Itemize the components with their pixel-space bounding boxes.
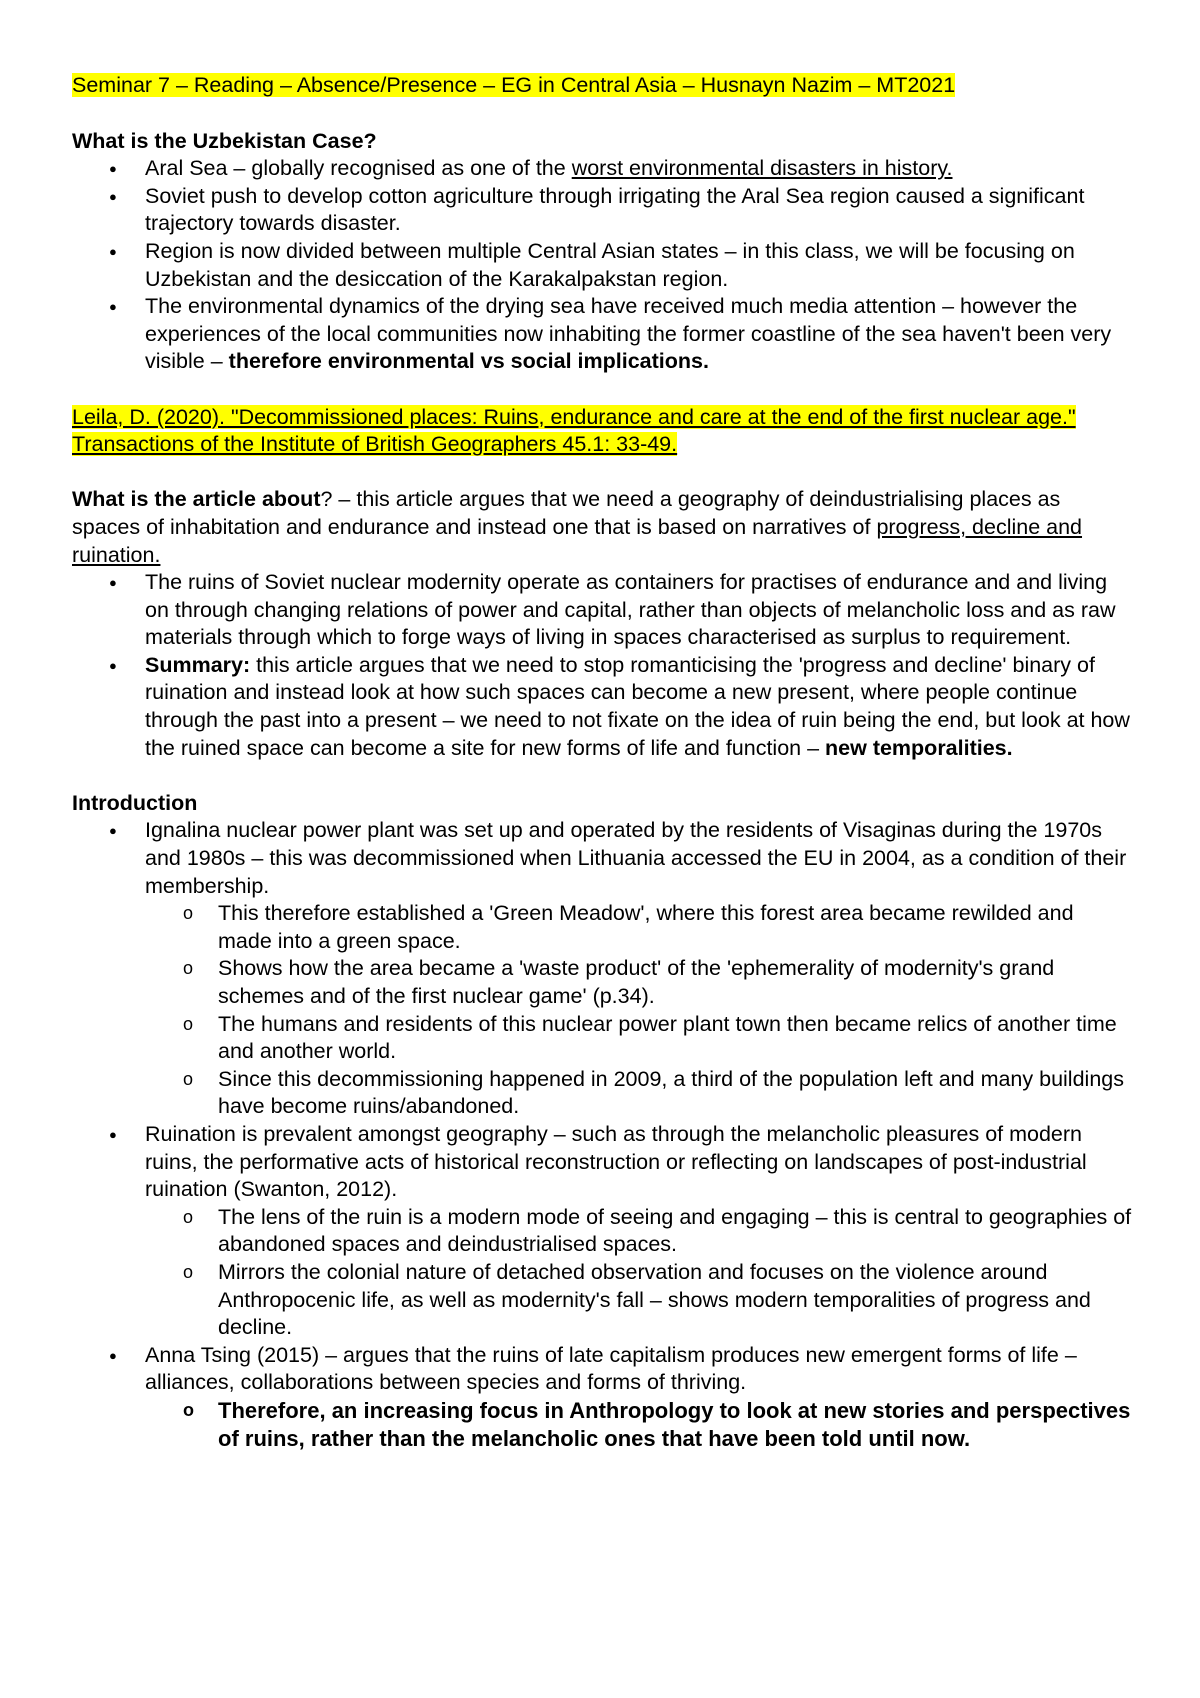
sub-list: [145, 1397, 1132, 1452]
uzbekistan-bullets: [72, 155, 1132, 376]
list-item: ● Soviet push to develop cotton agriculture through irrigating the Aral Sea region caused a significant trajectory towards disaster.: [72, 183, 1132, 238]
introduction-bullets: [72, 817, 1132, 1452]
article-bullets: [72, 569, 1132, 762]
sub-list-item: o This therefore established a 'Green Meadow', where this forest area became rewilded and made into a green space.: [72, 900, 1132, 955]
sub-list-item: o Since this decommissioning happened in 2009, a third of the population left and many buildings have become ruins/abandoned.: [72, 1066, 1132, 1121]
bold-text: therefore environmental vs social implications.: [228, 349, 709, 374]
article-summary-intro: What is the article about? – this article argues that we need a geography of deindustrialising places as spaces of inhabitation and endurance and instead one that is based on narratives of progress, decline and ruination.: [72, 487, 1083, 567]
sub-list-item: o Shows how the area became a 'waste product' of the 'ephemerality of modernity's grand schemes and of the first nuclear game' (p.34).: [72, 955, 1132, 1010]
section-heading-article: What is the article about: [72, 487, 321, 512]
sub-list-item: o The lens of the ruin is a modern mode of seeing and engaging – this is central to geographies of abandoned spaces and deindustrialised spaces.: [72, 1204, 1132, 1259]
list-item: ● The ruins of Soviet nuclear modernity operate as containers for practises of endurance and and living on through changing relations of power and capital, rather than objects of melancholic loss and as raw materials through which to forge ways of living in spaces characterised as surplus to requirement.: [72, 569, 1132, 652]
list-item: ● Anna Tsing (2015) – argues that the ruins of late capitalism produces new emergent forms of life – alliances, collaborations between species and forms of thriving. o Therefore, an increasing focus in Anthropology to look at new stories and perspectives of ruins, rather than the melancholic ones that have been told until now.: [72, 1342, 1132, 1452]
sub-list-item: o Therefore, an increasing focus in Anthropology to look at new stories and perspectives of ruins, rather than the melancholic ones that have been told until now.: [72, 1397, 1132, 1452]
title-highlight: Seminar 7 – Reading – Absence/Presence – EG in Central Asia – Husnayn Nazim – MT2021: [72, 73, 956, 97]
list-item: ● Region is now divided between multiple Central Asian states – in this class, we will be focusing on Uzbekistan and the desiccation of the Karakalpakstan region.: [72, 238, 1132, 293]
section-heading-introduction: Introduction: [72, 790, 198, 815]
sub-list-item: o The humans and residents of this nuclear power plant town then became relics of another time and another world.: [72, 1011, 1132, 1066]
underlined-text: progress, decline and ruination.: [72, 514, 1083, 567]
sub-list: [145, 1204, 1132, 1342]
list-item: ● Aral Sea – globally recognised as one of the worst environmental disasters in history.: [72, 155, 1132, 183]
document-page: [72, 72, 1132, 1452]
document-title: [72, 72, 1132, 100]
underlined-text: worst environmental disasters in history.: [571, 156, 953, 181]
sub-list: [145, 900, 1132, 1121]
list-item: ● Ruination is prevalent amongst geography – such as through the melancholic pleasures of modern ruins, the performative acts of historical reconstruction or reflecting on landscapes of post-industrial ruination (Swanton, 2012). o The lens of the ruin is a modern mode of seeing and engaging – this is central to geographies of abandoned spaces and deindustrialised spaces. o Mirrors the colonial nature of detached observation and focuses on the violence around Anthropocenic life, as well as modernity's fall – shows modern temporalities of progress and decline.: [72, 1121, 1132, 1342]
citation-text: Leila, D. (2020). "Decommissioned places: Ruins, endurance and care at the end of the first nuclear age." Transactions of the Institute of British Geographers 45.1: 33-49.: [72, 404, 1076, 457]
citation: [72, 404, 1132, 459]
list-item: ● The environmental dynamics of the drying sea have received much media attention – however the experiences of the local communities now inhabiting the former coastline of the sea haven't been very visible – therefore environmental vs social implications.: [72, 293, 1132, 376]
sub-list-item: o Mirrors the colonial nature of detached observation and focuses on the violence around Anthropocenic life, as well as modernity's fall – shows modern temporalities of progress and decline.: [72, 1259, 1132, 1342]
section-heading-uzbekistan: What is the Uzbekistan Case?: [72, 128, 377, 153]
list-item: ● Summary: this article argues that we need to stop romanticising the 'progress and decline' binary of ruination and instead look at how such spaces can become a new present, where people continue through the past into a present – we need to not fixate on the idea of ruin being the end, but look at how the ruined space can become a site for new forms of life and function – new temporalities.: [72, 652, 1132, 762]
summary-label: Summary:: [145, 652, 251, 677]
list-item: ● Ignalina nuclear power plant was set up and operated by the residents of Visaginas during the 1970s and 1980s – this was decommissioned when Lithuania accessed the EU in 2004, as a condition of their membership. o This therefore established a 'Green Meadow', where this forest area became rewilded and made into a green space. o Shows how the area became a 'waste product' of the 'ephemerality of modernity's grand schemes and of the first nuclear game' (p.34). o The humans and residents of this nuclear power plant town then became relics of another time and another world. o Since this decommissioning happened in 2009, a third of the population left and many buildings have become ruins/abandoned.: [72, 817, 1132, 1121]
bold-text: new temporalities.: [825, 735, 1013, 760]
